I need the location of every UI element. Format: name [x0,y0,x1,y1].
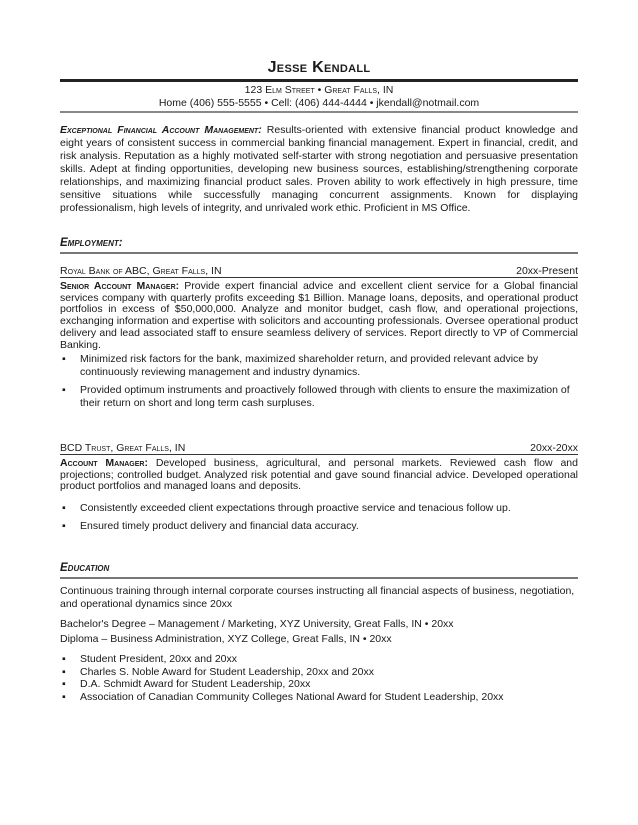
bullet-icon: ▪ [62,653,66,665]
job-summary: Developed business, agricultural, and personal markets. Reviewed cash flow and projections; controlled budget. Analyzed risk potential and gave sound financial advice. Developed operational product portfolios and managed loans and deposits. [60,457,578,493]
list-item: ▪ Association of Canadian Community Colleges National Award for Student Leadership, 20xx [62,690,504,703]
summary-heading: Exceptional Financial Account Management: [60,124,262,136]
list-item: ▪ Minimized risk factors for the bank, maximized shareholder return, and provided relevant advice by continuously reviewing management and industry dynamics. [62,353,539,378]
degree-bachelor: Bachelor's Degree – Management / Marketing, XYZ University, Great Falls, IN • 20xx [60,618,454,630]
bullet-icon: ▪ [62,519,66,532]
bullet-icon: ▪ [62,678,66,691]
list-item: ▪ D.A. Schmidt Award for Student Leadership, 20xx [62,678,311,691]
bullet-icon: ▪ [62,502,66,514]
list-item: ▪ Student President, 20xx and 20xx [62,653,238,665]
job-title: Account Manager: [60,457,148,469]
job-summary: Provide expert financial advice and excellent client service for a Global financial services company with quarterly profits exceeding $1 Billion. Manage loans, deposits, and operational product portfolios in excess of $50,000,000. Analyze and monitor budget, cash flow, and operational projections, exchanging information and expertise with solicitors and accounting professionals. Oversee operational product delivery and lead associated staff to ensure seamless delivery of services. Report directly to VP of Commercial Banking. [60,280,578,351]
employment-dates: 20xx-Present [516,265,578,277]
professional-summary [60,124,578,215]
education-divider [60,577,578,579]
header-divider-thin [60,111,578,113]
list-item: ▪ Charles S. Noble Award for Student Leadership, 20xx and 20xx [62,665,374,678]
job-header [60,265,578,278]
bullet-icon: ▪ [62,690,66,703]
bullet-icon: ▪ [62,353,66,365]
candidate-name: Jesse Kendall [267,59,371,76]
education-honors [60,653,578,703]
job-description [60,458,578,493]
employment-dates: 20xx-20xx [530,442,578,454]
education-intro: Continuous training through internal corporate courses instructing all financial aspects of business, negotiation, and operational dynamics since 20xx [60,585,575,610]
job-achievements [60,502,578,532]
employment-divider [60,252,578,254]
employer-name: BCD Trust, Great Falls, IN [60,442,186,454]
employer-name: Royal Bank of ABC, Great Falls, IN [60,265,222,277]
job-title: Senior Account Manager: [60,280,180,292]
job-description [60,281,578,351]
bullet-icon: ▪ [62,665,66,678]
degree-diploma: Diploma – Business Administration, XYZ College, Great Falls, IN • 20xx [60,633,392,645]
job-header [60,442,578,455]
employment-heading: Employment: [60,237,123,249]
list-item: ▪ Ensured timely product delivery and financial data accuracy. [62,519,359,532]
list-item: ▪ Consistently exceeded client expectations through proactive service and tenacious follow up. [62,502,511,514]
summary-text: Results-oriented with extensive financial product knowledge and eight years of consistent success in commercial banking financial management. Expert in financial, credit, and risk analysis. Reputation as a highly motivated self-starter with strong negotiation and persuasive presentation skills. Adept at finding opportunities, developing new business sources, establishing/strengthening corporate relationships, and maximizing financial product sales. Proven ability to work effectively in high pressure, time sensitive situations while successfully managing concurrent assignments. Known for displaying professionalism, high levels of integrity, and unrivaled work ethic. Proficient in MS Office. [60,124,578,214]
contact-line: Home (406) 555-5555 • Cell: (406) 444-4444 • jkendall@notmail.com [158,97,480,109]
list-item: ▪ Provided optimum instruments and proactively followed through with clients to ensure the maximization of their return on short and long term cash surpluses. [62,384,570,409]
address-line: 123 Elm Street • Great Falls, IN [244,84,394,96]
job-achievements [60,353,578,409]
header-divider [60,79,578,82]
education-heading: Education [60,562,110,574]
bullet-icon: ▪ [62,384,66,397]
